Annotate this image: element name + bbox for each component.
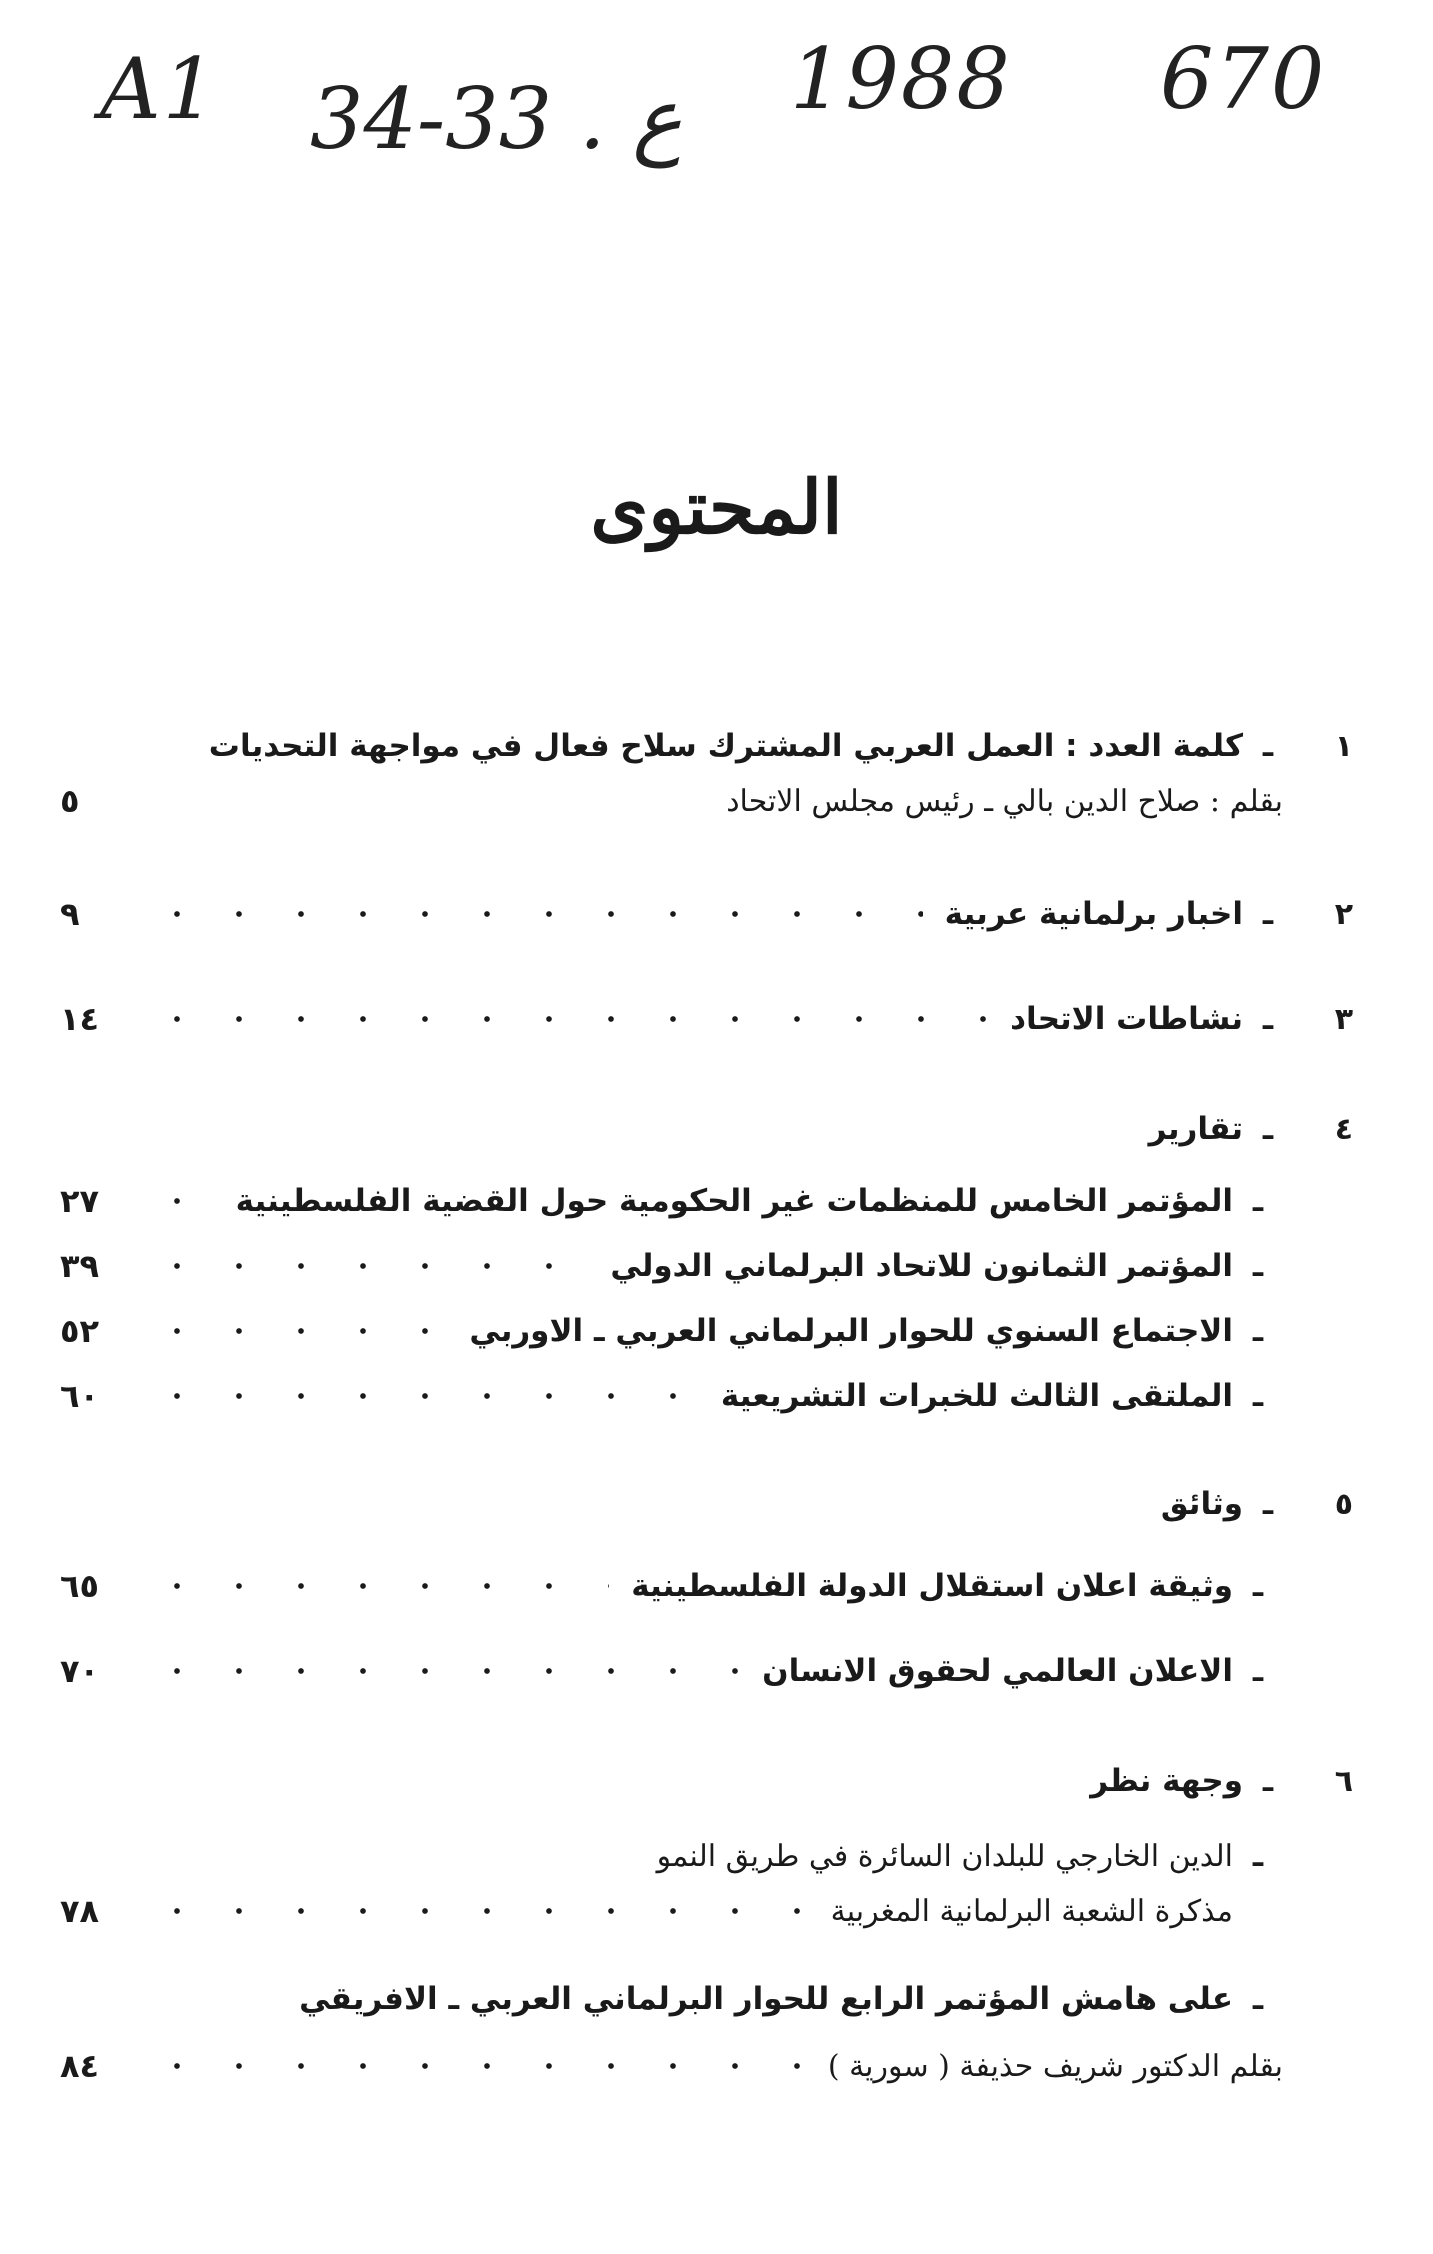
- section-title: كلمة العدد : العمل العربي المشترك سلاح فعال في مواجهة التحديات: [208, 728, 1243, 764]
- toc-subentry: [60, 1305, 1283, 1357]
- dot-leader: [146, 1186, 214, 1216]
- section-number: ٢: [1334, 896, 1353, 932]
- author-line: بقلم : صلاح الدين بالي ـ رئيس مجلس الاتحاد: [726, 783, 1283, 819]
- section-number: ٤: [1334, 1111, 1353, 1147]
- section-dash: ـ: [1262, 1486, 1274, 1522]
- toc-entry-3: [60, 993, 1353, 1045]
- item-dash: ـ: [1252, 1838, 1264, 1874]
- page-number: ٥: [60, 782, 80, 820]
- toc-subentry: [60, 1240, 1283, 1292]
- handwritten-reference: 34-33 . ع: [310, 70, 683, 168]
- dot-leader: [146, 2051, 806, 2081]
- page-number: ٣٩: [60, 1247, 100, 1285]
- dot-leader: [146, 1656, 740, 1686]
- dot-leader: [146, 1004, 988, 1034]
- item-dash: ـ: [1252, 1313, 1264, 1349]
- toc-subentry: [60, 1175, 1283, 1227]
- item-title: الاجتماع السنوي للحوار البرلماني العربي ـ الاوربي: [469, 1313, 1233, 1349]
- section-title: وجهة نظر: [1090, 1763, 1243, 1799]
- toc-subentry-continued: [60, 1885, 1283, 1937]
- section-number: ٥: [1334, 1486, 1353, 1522]
- item-title: الدين الخارجي للبلدان السائرة في طريق النمو: [656, 1838, 1233, 1874]
- item-dash: ـ: [1252, 1248, 1264, 1284]
- toc-subentry: [60, 1370, 1283, 1422]
- item-title: على هامش المؤتمر الرابع للحوار البرلماني العربي ـ الافريقي: [299, 1981, 1233, 2017]
- handwritten-year: 1988: [790, 30, 1012, 128]
- item-dash: ـ: [1252, 1378, 1264, 1414]
- page-number: ٧٠: [60, 1652, 100, 1690]
- handwritten-code: A1: [100, 40, 219, 138]
- dot-leader: [146, 1251, 588, 1281]
- section-dash: ـ: [1262, 1001, 1274, 1037]
- dot-leader: [146, 1316, 447, 1346]
- page-number: ٩: [60, 895, 80, 933]
- section-dash: ـ: [1262, 1763, 1274, 1799]
- item-title: الملتقى الثالث للخبرات التشريعية: [720, 1378, 1233, 1414]
- page-number: ١٤: [60, 1000, 100, 1038]
- toc-subentry: [60, 1560, 1283, 1612]
- section-number: ٣: [1334, 1001, 1353, 1037]
- page-number: ٧٨: [60, 1892, 100, 1930]
- toc-entry-4: [60, 1103, 1353, 1155]
- toc-subentry: [60, 1830, 1283, 1882]
- toc-subentry: [60, 1973, 1283, 2025]
- item-dash: ـ: [1252, 1981, 1264, 2017]
- item-title: المؤتمر الخامس للمنظمات غير الحكومية حول القضية الفلسطينية: [235, 1183, 1233, 1219]
- toc-entry-6: [60, 1755, 1353, 1807]
- handwritten-number: 670: [1160, 30, 1327, 128]
- item-dash: ـ: [1252, 1568, 1264, 1604]
- item-dash: ـ: [1252, 1653, 1264, 1689]
- dot-leader: [146, 899, 923, 929]
- toc-subentry: [60, 1645, 1283, 1697]
- spacer: [146, 786, 704, 816]
- section-dash: ـ: [1262, 728, 1274, 764]
- page-number: ٨٤: [60, 2047, 100, 2085]
- page-title: المحتوى: [590, 465, 843, 551]
- item-title: الاعلان العالمي لحقوق الانسان: [762, 1653, 1233, 1689]
- dot-leader: [146, 1571, 609, 1601]
- section-number: ١: [1334, 728, 1353, 764]
- page-number: ٢٧: [60, 1182, 100, 1220]
- dot-leader: [146, 1381, 699, 1411]
- section-title: اخبار برلمانية عربية: [944, 896, 1243, 932]
- item-dash: ـ: [1252, 1183, 1264, 1219]
- toc-entry-1: [60, 720, 1353, 772]
- section-title: وثائق: [1160, 1486, 1243, 1522]
- section-dash: ـ: [1262, 1111, 1274, 1147]
- item-title: المؤتمر الثمانون للاتحاد البرلماني الدولي: [610, 1248, 1233, 1284]
- dot-leader: [146, 1896, 809, 1926]
- section-title: نشاطات الاتحاد: [1010, 1001, 1243, 1037]
- toc-entry-1-author: [60, 775, 1283, 827]
- item-title: وثيقة اعلان استقلال الدولة الفلسطينية: [631, 1568, 1233, 1604]
- section-number: ٦: [1334, 1763, 1353, 1799]
- item-subtitle: مذكرة الشعبة البرلمانية المغربية: [830, 1893, 1233, 1929]
- page-number: ٦٠: [60, 1377, 100, 1415]
- toc-entry-5: [60, 1478, 1353, 1530]
- author-line: بقلم الدكتور شريف حذيفة ( سورية ): [827, 2048, 1283, 2084]
- page-number: ٥٢: [60, 1312, 100, 1350]
- page-number: ٦٥: [60, 1567, 100, 1605]
- toc-subentry-continued: [60, 2040, 1283, 2092]
- toc-entry-2: [60, 888, 1353, 940]
- section-dash: ـ: [1262, 896, 1274, 932]
- section-title: تقارير: [1148, 1111, 1243, 1147]
